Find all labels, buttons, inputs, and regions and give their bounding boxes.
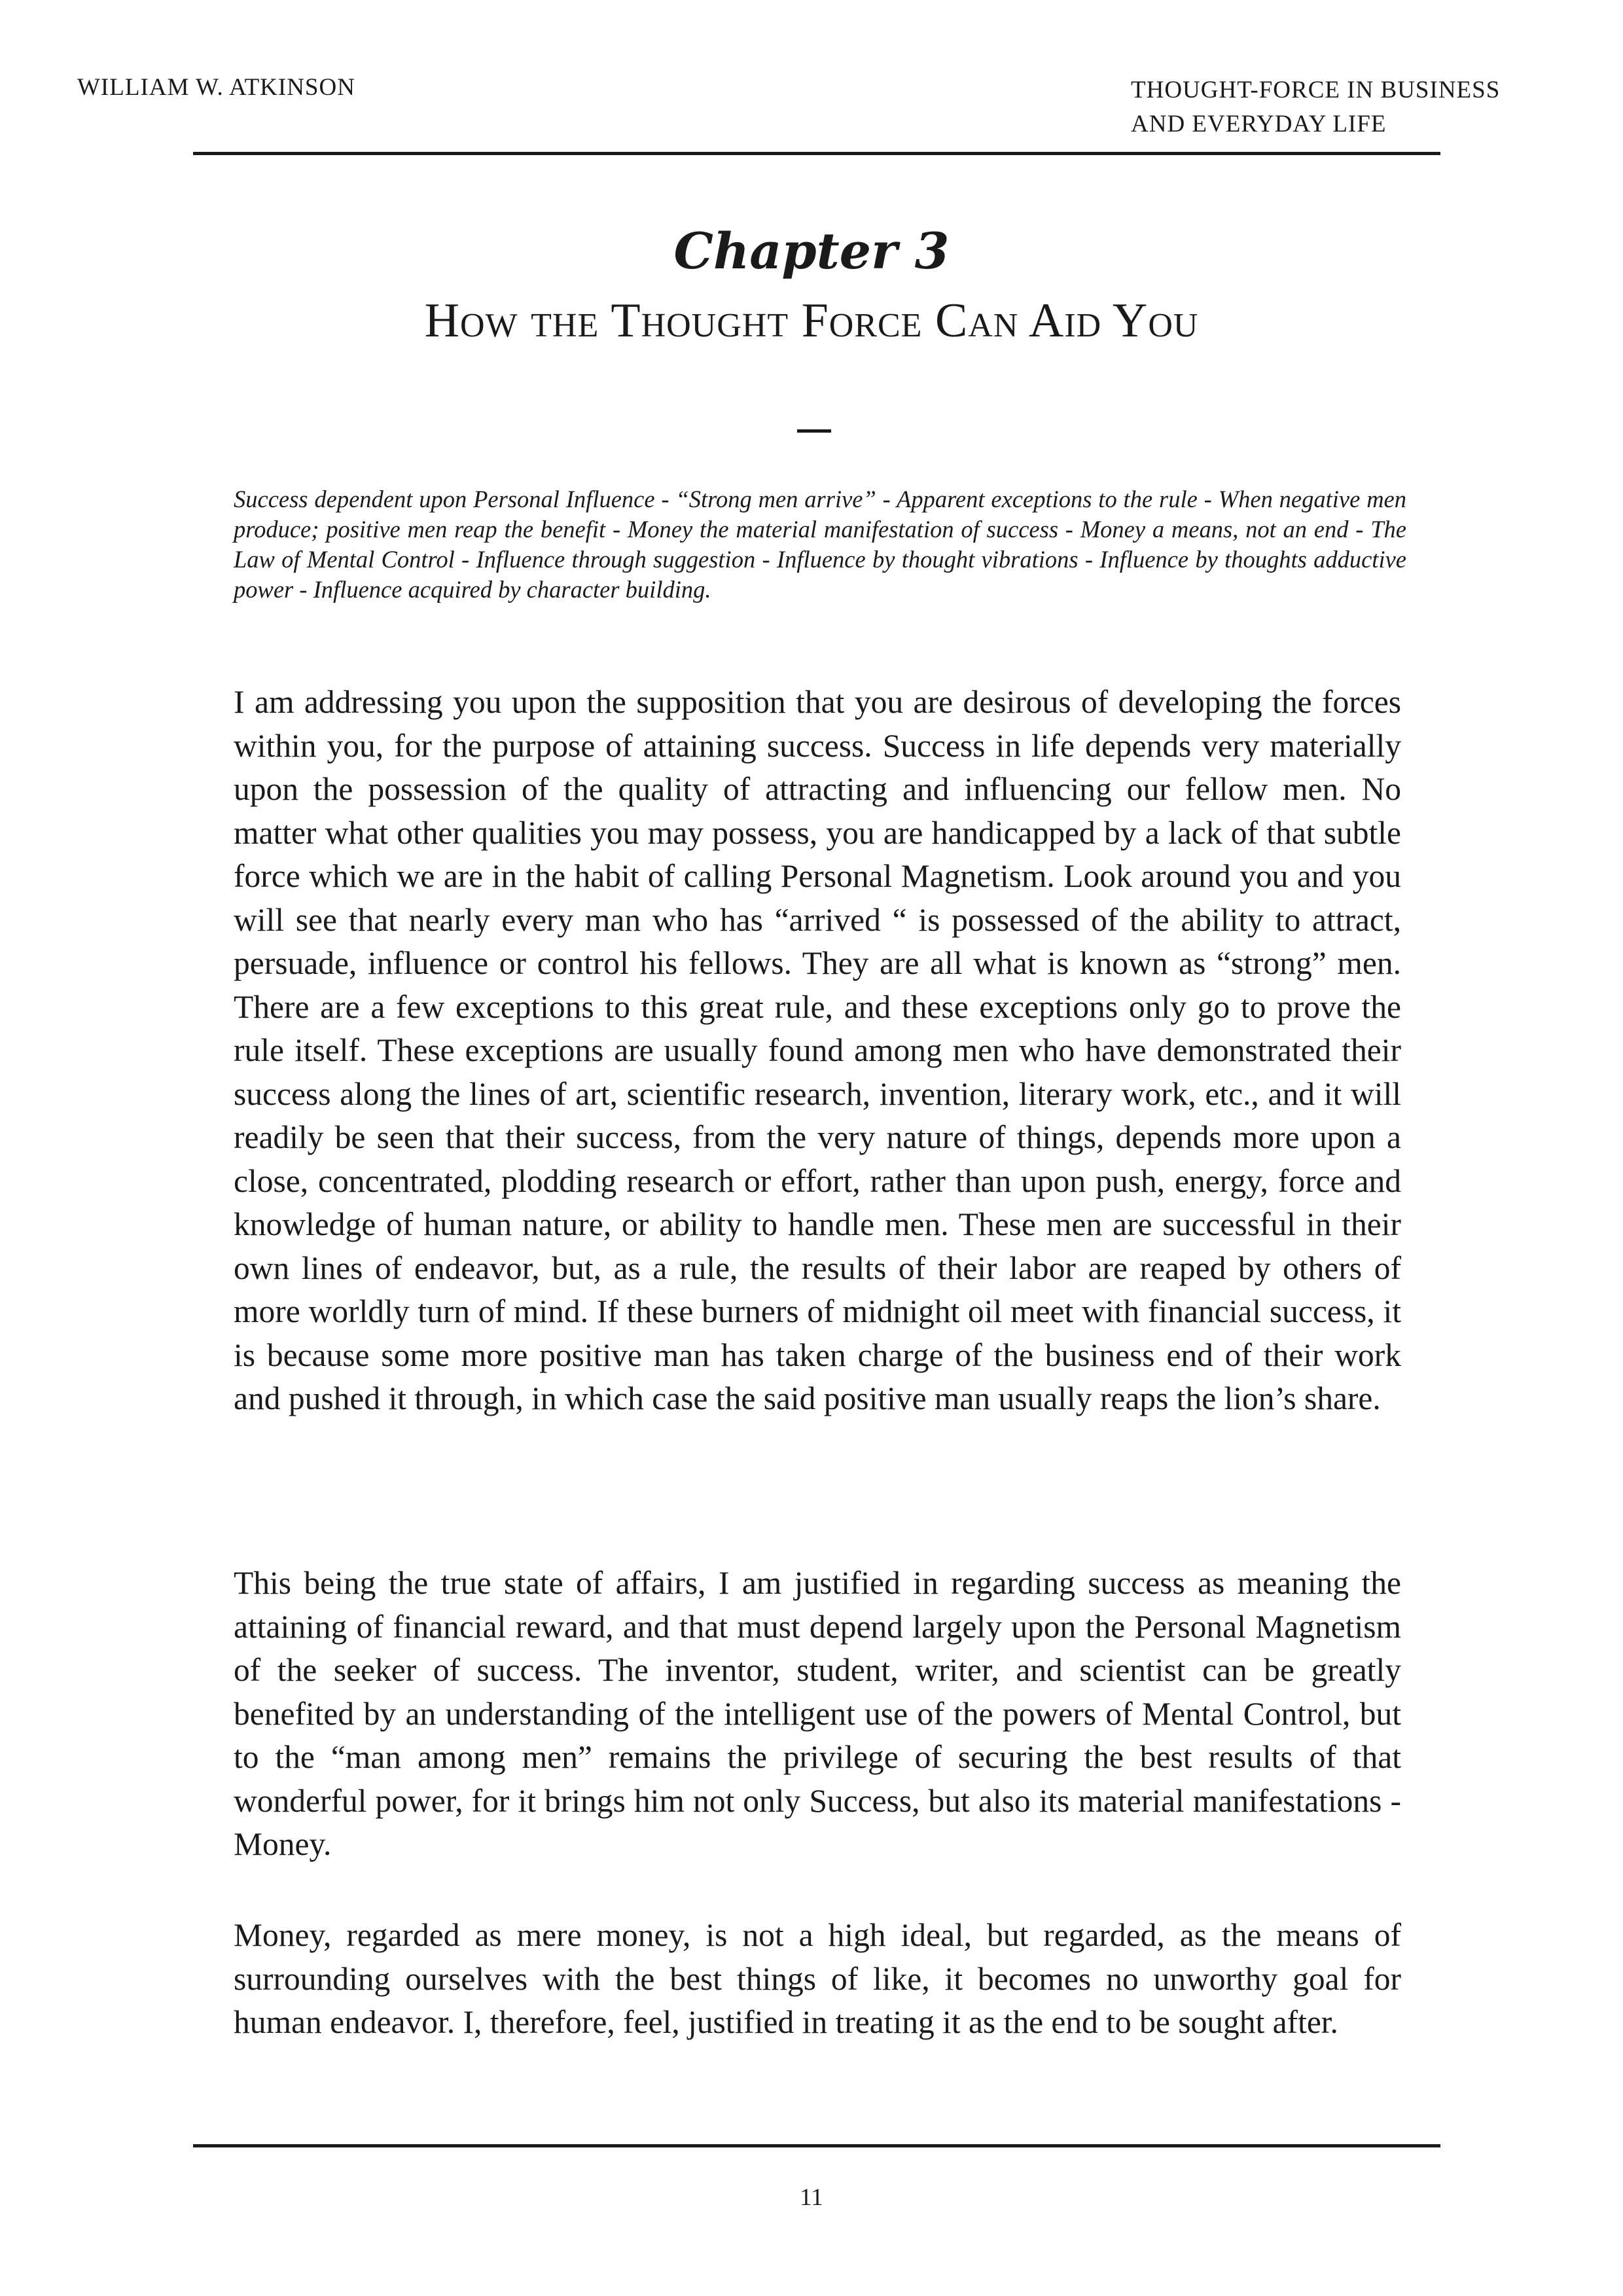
header-rule [193, 152, 1440, 155]
footer-rule [193, 2144, 1440, 2147]
page-number: 11 [800, 2184, 823, 2211]
chapter-title: How the Thought Force Can Aid You [424, 294, 1199, 348]
running-header-author: WILLIAM W. ATKINSON [77, 74, 355, 101]
running-header-book-title [1131, 73, 1500, 141]
chapter-number: Chapter 3 [673, 222, 950, 280]
chapter-synopsis: Success dependent upon Personal Influence - “Strong men arrive” - Apparent exceptions to the rule - When negative men produce; positive men reap the benefit - Money the material manifestation of success - Money a means, not an end - The Law of Mental Control - Influence through suggestion - Influence by thought vibrations - Influence by thoughts adductive power - Influence acquired by character building. [234, 486, 1406, 603]
body-paragraph-1: I am addressing you upon the supposition that you are desirous of developing the forces within you, for the purpose of attaining success. Success in life depends very materially upon the possession of the quality of attracting and influencing our fellow men. No matter what other qualities you may possess, you are handicapped by a lack of that subtle force which we are in the habit of calling Personal Magnetism. Look around you and you will see that nearly every man who has “arrived “ is possessed of the ability to attract, persuade, influence or control his fellows. They are all what is known as “strong” men. There are a few exceptions to this great rule, and these exceptions only go to prove the rule itself. These exceptions are usually found among men who have demonstrated their success along the lines of art, scientific research, invention, literary work, etc., and it will readily be seen that their success, from the very nature of things, depends more upon a close, concentrated, plodding research or effort, rather than upon push, energy, force and knowledge of human nature, or ability to handle men. These men are successful in their own lines of endeavor, but, as a rule, the results of their labor are reaped by others of more worldly turn of mind. If these burners of midnight oil meet with financial success, it is because some more positive man has taken charge of the business end of their work and pushed it through, in which case the said positive man usually reaps the lion’s share. [234, 684, 1401, 1416]
chapter-separator [797, 429, 831, 433]
body-paragraph-2: This being the true state of affairs, I am justified in regarding success as meaning the attaining of financial reward, and that must depend largely upon the Personal Magnetism of the seeker of success. The inventor, student, writer, and scientist can be greatly benefited by an understanding of the intelligent use of the powers of Mental Control, but to the “man among men” remains the privilege of securing the best results of that wonderful power, for it brings him not only Success, but also its material manifestations -Money. [234, 1565, 1401, 1862]
book-title-line-1: THOUGHT-FORCE IN BUSINESS [1131, 77, 1501, 103]
book-title-line-2: AND EVERYDAY LIFE [1131, 111, 1387, 137]
body-paragraph-3: Money, regarded as mere money, is not a high ideal, but regarded, as the means of surrounding ourselves with the best things of like, it becomes no unworthy goal for human endeavor. I, therefore, feel, justified in treating it as the end to be sought after. [234, 1917, 1401, 2040]
